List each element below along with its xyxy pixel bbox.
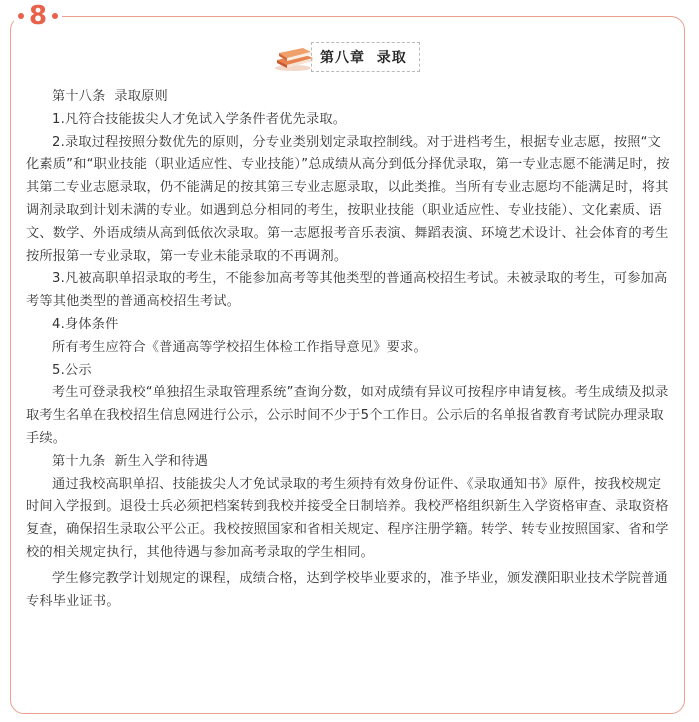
subheading: 5.公示 <box>52 362 92 378</box>
section-badge <box>14 0 62 32</box>
chapter-header <box>273 42 420 72</box>
paragraph: 所有考生应符合《普通高等学校招生体检工作指导意见》要求。 <box>52 339 427 355</box>
paragraph: 考生可登录我校“单独招生录取管理系统”查询分数，如对成绩有异议可按程序申请复核。考生成绩及拟录取考生名单在我校招生信息网进行公示，公示时间不少于5个工作日。公示后的名单报省教育考试院办理录取手续。 <box>26 385 669 446</box>
chapter-title: 第八章 录取 <box>311 42 420 72</box>
paragraph: 1.凡符合技能拔尖人才免试入学条件者优先录取。 <box>52 111 347 127</box>
badge-dot-icon <box>52 13 58 19</box>
article-heading: 第十九条 新生入学和待遇 <box>52 453 209 469</box>
paragraph: 3.凡被高职单招录取的考生，不能参加高考等其他类型的普通高校招生考试。未被录取的考生，可参加高考等其他类型的普通高校招生考试。 <box>26 271 668 310</box>
badge-number: 8 <box>29 1 48 31</box>
paragraph: 学生修完教学计划规定的课程，成绩合格，达到学校毕业要求的，准予毕业，颁发濮阳职业技术学院普通专科毕业证书。 <box>26 570 668 609</box>
paragraph: 通过我校高职单招、技能拔尖人才免试录取的考生须持有效身份证件、《录取通知书》原件，按我校规定时间入学报到。退役士兵必须把档案转到我校并接受全日制培养。我校严格组织新生入学资格审查、录取资格复查，确保招生录取公平公正。我校按照国家和省相关规定、程序注册学籍。转学、转专业按照国家、省和学校的相关规定执行，其他待遇与参加高考录取的学生相同。 <box>26 476 669 560</box>
paragraph: 2.录取过程按照分数优先的原则，分专业类别划定录取控制线。对于进档考生，根据专业志愿，按照“文化素质”和“职业技能（职业适应性、专业技能）”总成绩从高分到低分择优录取，第一专业志愿不能满足时，按其第二专业志愿录取，仍不能满足的按其第三专业志愿录取，以此类推。当所有专业志愿均不能满足时，将其调剂录取到计划未满的专业。如遇到总分相同的考生，按职业技能（职业适应性、专业技能）、文化素质、语文、数学、外语成绩从高到低依次录取。第一志愿报考音乐表演、舞蹈表演、环境艺术设计、社会体育的考生按所报第一专业录取，第一专业未能录取的不再调剂。 <box>26 134 670 264</box>
badge-dot-icon <box>18 13 24 19</box>
article-heading: 第十八条 录取原则 <box>52 89 168 104</box>
article-body <box>26 86 671 613</box>
subheading: 4.身体条件 <box>52 316 119 332</box>
